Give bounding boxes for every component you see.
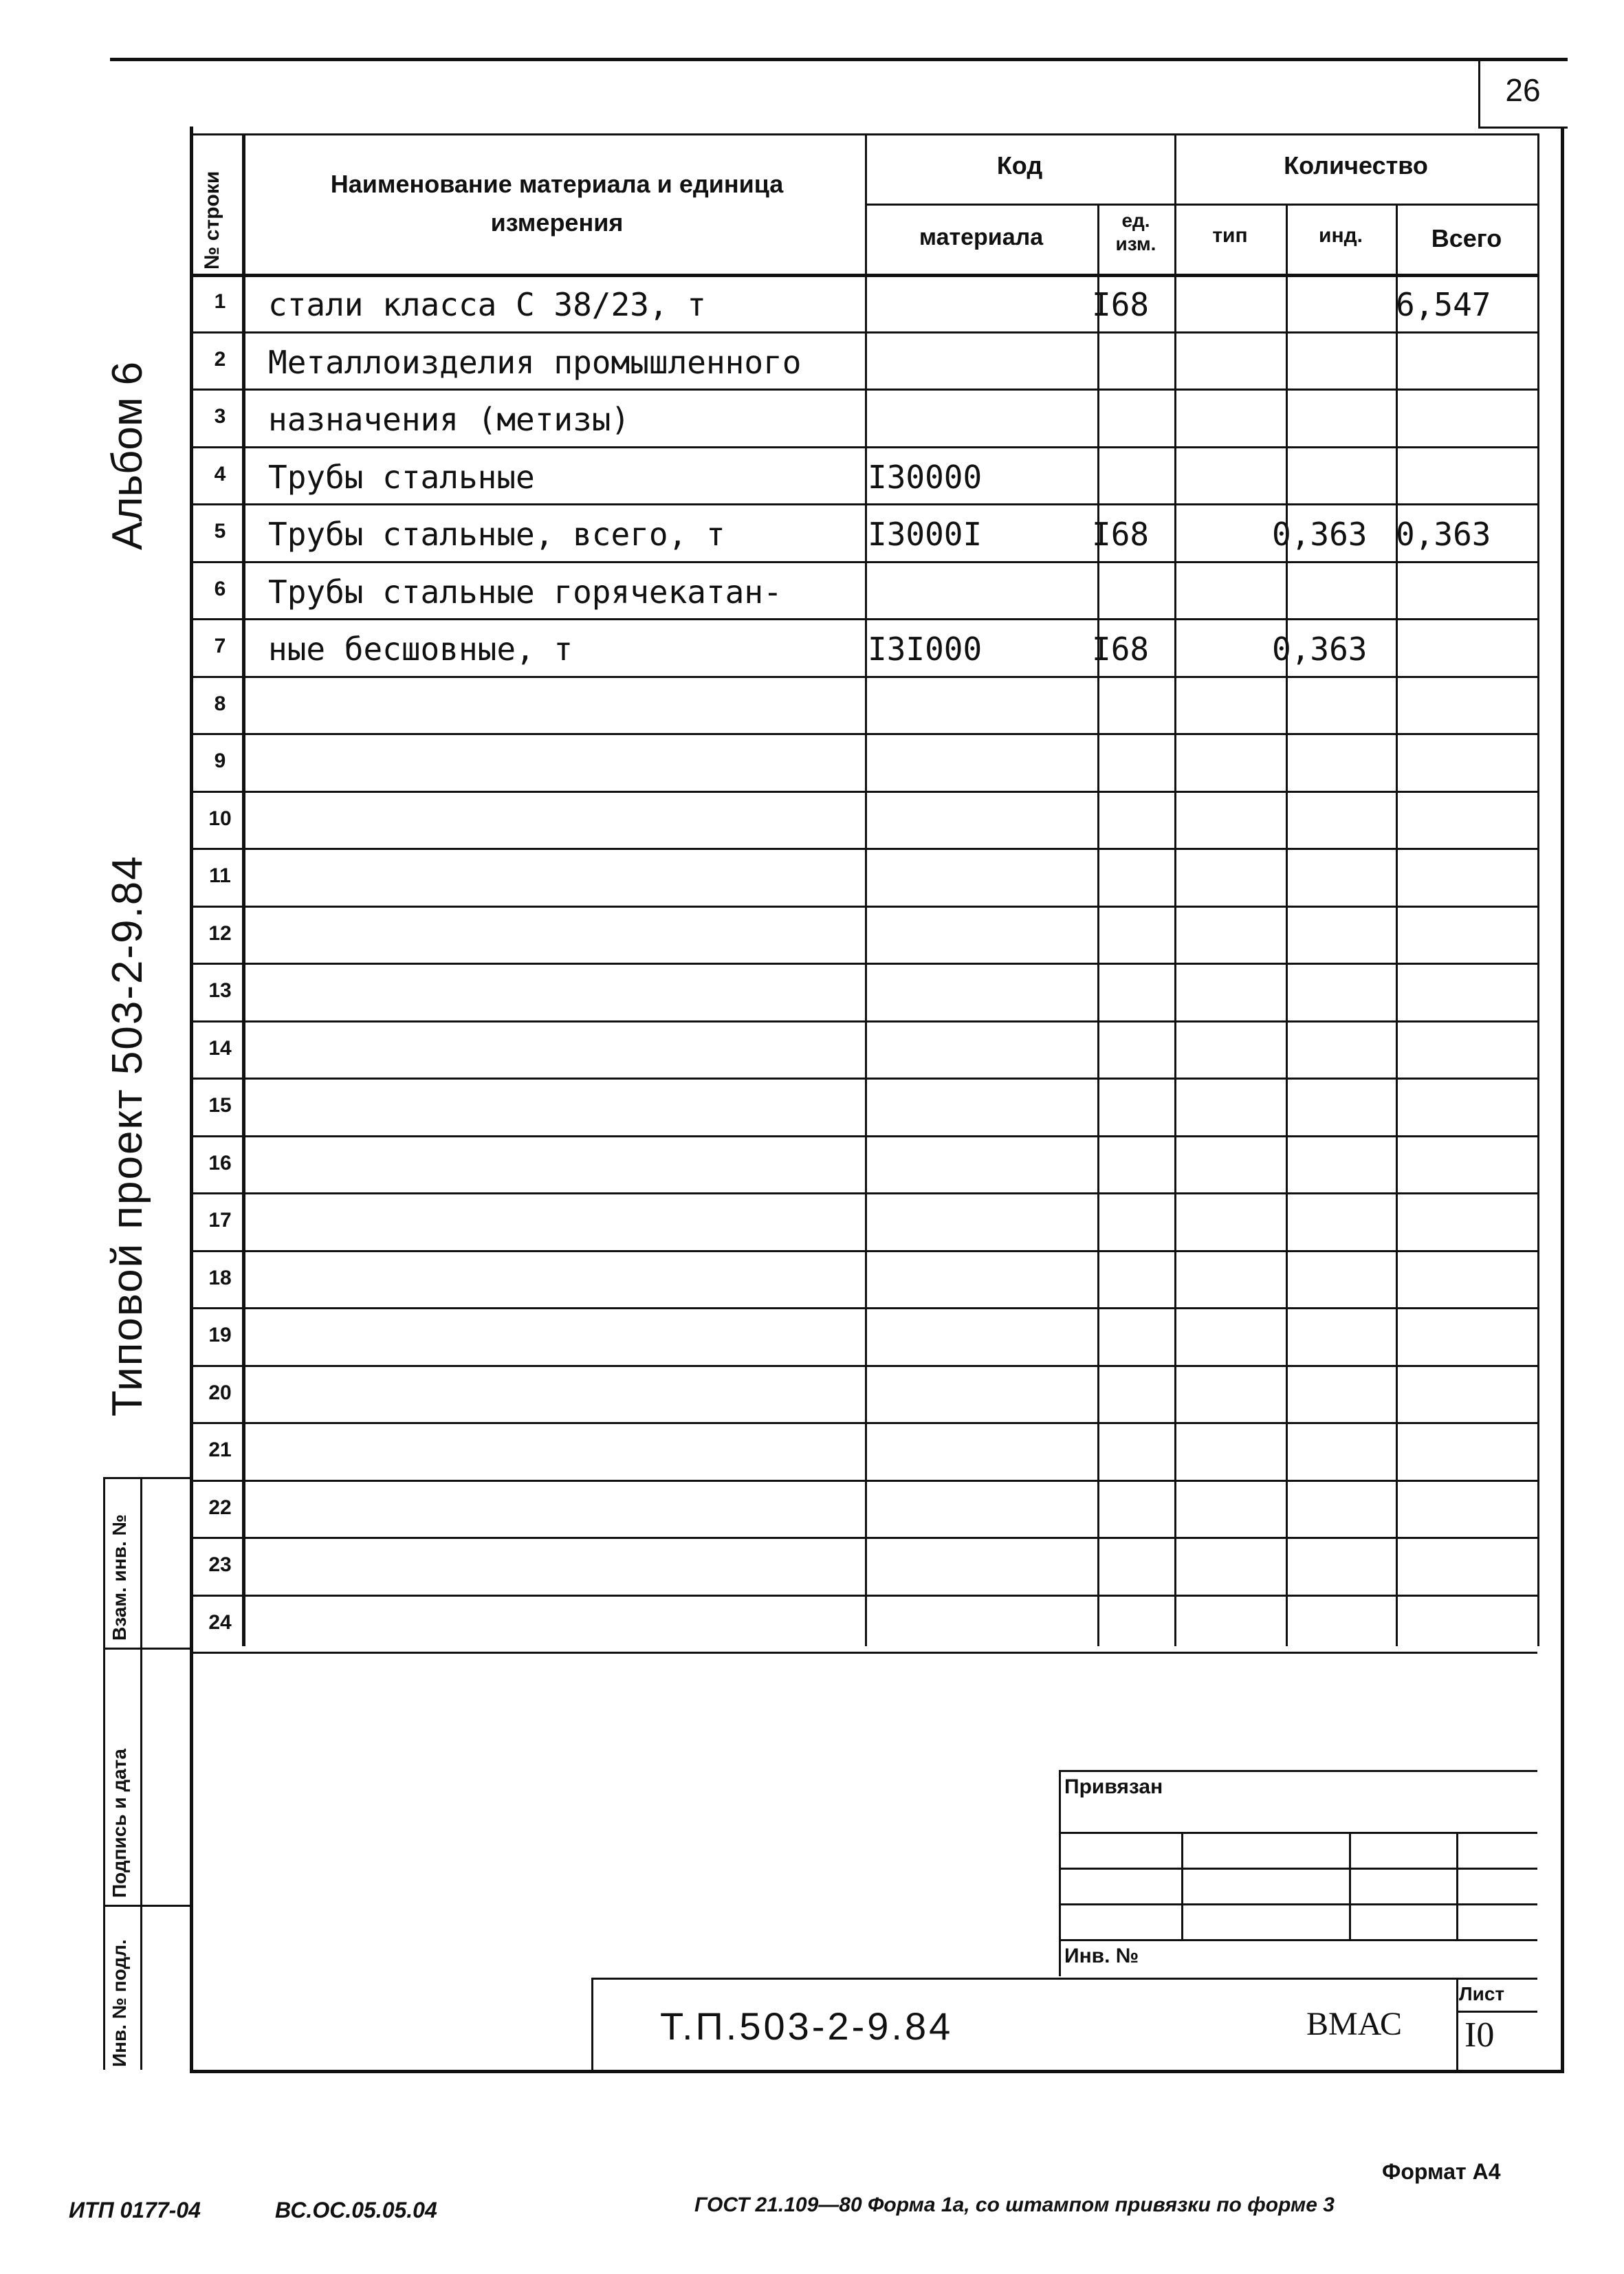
cell-name: назначения (метизы) — [268, 401, 630, 438]
top-border-line — [110, 58, 1568, 61]
row-divider — [190, 1652, 1537, 1654]
col-line-name — [865, 133, 867, 1646]
cell-name: стали класса С 38/23, т — [268, 286, 706, 323]
footer-code-2: ВС.ОС.05.05.04 — [275, 2198, 437, 2222]
row-number: 2 — [214, 347, 226, 371]
side-stamp-mid — [140, 1478, 142, 2070]
row-number: 1 — [214, 290, 226, 313]
privyazan-label: Привязан — [1064, 1775, 1163, 1798]
row-divider — [190, 331, 1537, 334]
podpis-data-label: Подпись и дата — [109, 1749, 130, 1898]
row-divider — [190, 733, 1537, 735]
table-top-line — [190, 133, 1537, 135]
cell-material: I3000I — [868, 516, 983, 553]
header-ind: инд. — [1319, 224, 1363, 247]
cell-material: I30000 — [868, 458, 983, 496]
row-number: 23 — [208, 1553, 232, 1576]
cell-name: Трубы стальные — [268, 458, 535, 496]
row-number: 7 — [214, 635, 226, 657]
row-number: 4 — [214, 462, 226, 485]
inv-podl-label: Инв. № подл. — [109, 1939, 130, 2067]
row-divider — [190, 791, 1537, 793]
row-divider — [190, 503, 1537, 505]
row-number: 9 — [214, 750, 226, 772]
row-divider — [190, 618, 1537, 620]
cell-material: I3I000 — [868, 631, 983, 668]
row-divider — [190, 1595, 1537, 1597]
format-label: Формат А4 — [1382, 2159, 1501, 2184]
cell-name: Трубы стальные, всего, т — [268, 516, 725, 553]
title-block-left — [591, 1978, 593, 2071]
row-number: 6 — [214, 577, 226, 600]
cell-ind: 0,363 — [1272, 631, 1368, 668]
row-divider — [190, 1480, 1537, 1482]
row-divider — [190, 963, 1537, 965]
row-number: 22 — [208, 1496, 232, 1519]
row-divider — [190, 446, 1537, 448]
header-rownum: № строки — [201, 171, 223, 270]
page-number-box-bottom — [1478, 127, 1568, 129]
side-stamp-top — [103, 1477, 193, 1479]
stamp-row-line-4 — [1059, 1939, 1537, 1941]
row-number: 11 — [209, 864, 231, 887]
header-tip: тип — [1212, 224, 1248, 247]
col-line-unit — [1174, 133, 1176, 1646]
title-block-sheet-divider — [1456, 2011, 1537, 2013]
header-mid-line — [865, 204, 1537, 206]
cell-name: Трубы стальные горячекатан- — [268, 573, 782, 611]
footer-code-1: ИТП 0177-04 — [69, 2198, 201, 2222]
row-number: 17 — [208, 1209, 232, 1232]
row-number: 3 — [214, 405, 226, 428]
project-label: Типовой проект 503-2-9.84 — [104, 855, 151, 1417]
row-divider — [190, 561, 1537, 563]
row-divider — [190, 906, 1537, 908]
frame-right — [1561, 127, 1564, 2073]
side-stamp-left — [103, 1478, 105, 2070]
sheet-label: Лист — [1459, 1983, 1505, 2004]
header-material: материала — [919, 224, 1044, 250]
title-block-sheet-line — [1456, 1978, 1458, 2071]
page-number: 26 — [1505, 72, 1541, 108]
row-number: 15 — [208, 1094, 232, 1117]
cell-name: ные бесшовные, т — [268, 631, 573, 668]
stamp-col-2 — [1349, 1832, 1351, 1939]
cell-unit: I68 — [1092, 631, 1150, 668]
row-divider — [190, 1422, 1537, 1424]
header-name: Наименование материала и единица измерения — [330, 170, 784, 237]
cell-total: 0,363 — [1396, 516, 1491, 553]
stamp-row-line-3 — [1059, 1903, 1537, 1905]
col-line-rownum — [242, 133, 245, 1646]
row-divider — [190, 1192, 1537, 1194]
stamp-left-line — [1059, 1770, 1061, 1976]
row-number: 14 — [208, 1036, 232, 1060]
cell-unit: I68 — [1092, 516, 1150, 553]
stamp-col-3 — [1456, 1832, 1458, 1939]
cell-ind: 0,363 — [1272, 516, 1368, 553]
row-number: 13 — [208, 979, 232, 1002]
row-number: 24 — [208, 1610, 232, 1634]
row-number: 5 — [214, 520, 226, 543]
row-divider — [190, 1537, 1537, 1539]
row-number: 18 — [208, 1266, 232, 1289]
row-divider — [190, 389, 1537, 391]
col-line-material — [1097, 204, 1099, 1646]
side-stamp-div1 — [103, 1648, 193, 1650]
row-divider — [190, 676, 1537, 678]
cell-unit: I68 — [1092, 286, 1150, 323]
stamp-top-line — [1059, 1770, 1537, 1772]
row-divider — [190, 1020, 1537, 1023]
vzam-inv-label: Взам. инв. № — [109, 1514, 130, 1641]
sheet-number: I0 — [1464, 2015, 1495, 2055]
row-number: 21 — [208, 1439, 232, 1461]
col-line-ind — [1396, 204, 1398, 1646]
stamp-row-line-1 — [1059, 1832, 1537, 1834]
album-label: Альбом 6 — [104, 361, 151, 550]
row-divider — [190, 1250, 1537, 1252]
cell-name: Металлоизделия промышленного — [268, 343, 802, 381]
drawing-designation: Т.П.503-2-9.84 — [660, 2004, 954, 2048]
stamp-col-1 — [1181, 1832, 1183, 1939]
header-vsego: Всего — [1431, 224, 1502, 252]
cell-total: 6,547 — [1396, 286, 1491, 323]
col-line-total — [1537, 133, 1539, 1646]
row-divider — [190, 1365, 1537, 1367]
footer-gost: ГОСТ 21.109—80 Форма 1а, со штампом привязки по форме 3 — [694, 2194, 1335, 2216]
row-number: 8 — [214, 692, 226, 715]
row-number: 20 — [208, 1381, 232, 1404]
row-divider — [190, 1307, 1537, 1309]
row-number: 10 — [208, 807, 232, 830]
header-unit: ед. изм. — [1115, 210, 1156, 254]
drawing-code: ВМАС — [1306, 2006, 1402, 2042]
row-number: 12 — [208, 921, 232, 945]
header-bottom-line — [190, 274, 1537, 277]
inv-no-label: Инв. № — [1064, 1945, 1139, 1967]
frame-left — [190, 127, 193, 2073]
side-stamp-div2 — [103, 1905, 193, 1907]
row-divider — [190, 1135, 1537, 1137]
col-line-tip — [1286, 204, 1288, 1646]
row-divider — [190, 848, 1537, 850]
row-number: 19 — [208, 1324, 232, 1346]
header-kod: Код — [996, 151, 1043, 179]
row-divider — [190, 1078, 1537, 1080]
header-kolichestvo: Количество — [1284, 151, 1428, 179]
frame-bottom — [190, 2070, 1564, 2073]
stamp-row-line-2 — [1059, 1868, 1537, 1870]
title-block-top — [591, 1978, 1537, 1980]
row-number: 16 — [208, 1151, 232, 1174]
